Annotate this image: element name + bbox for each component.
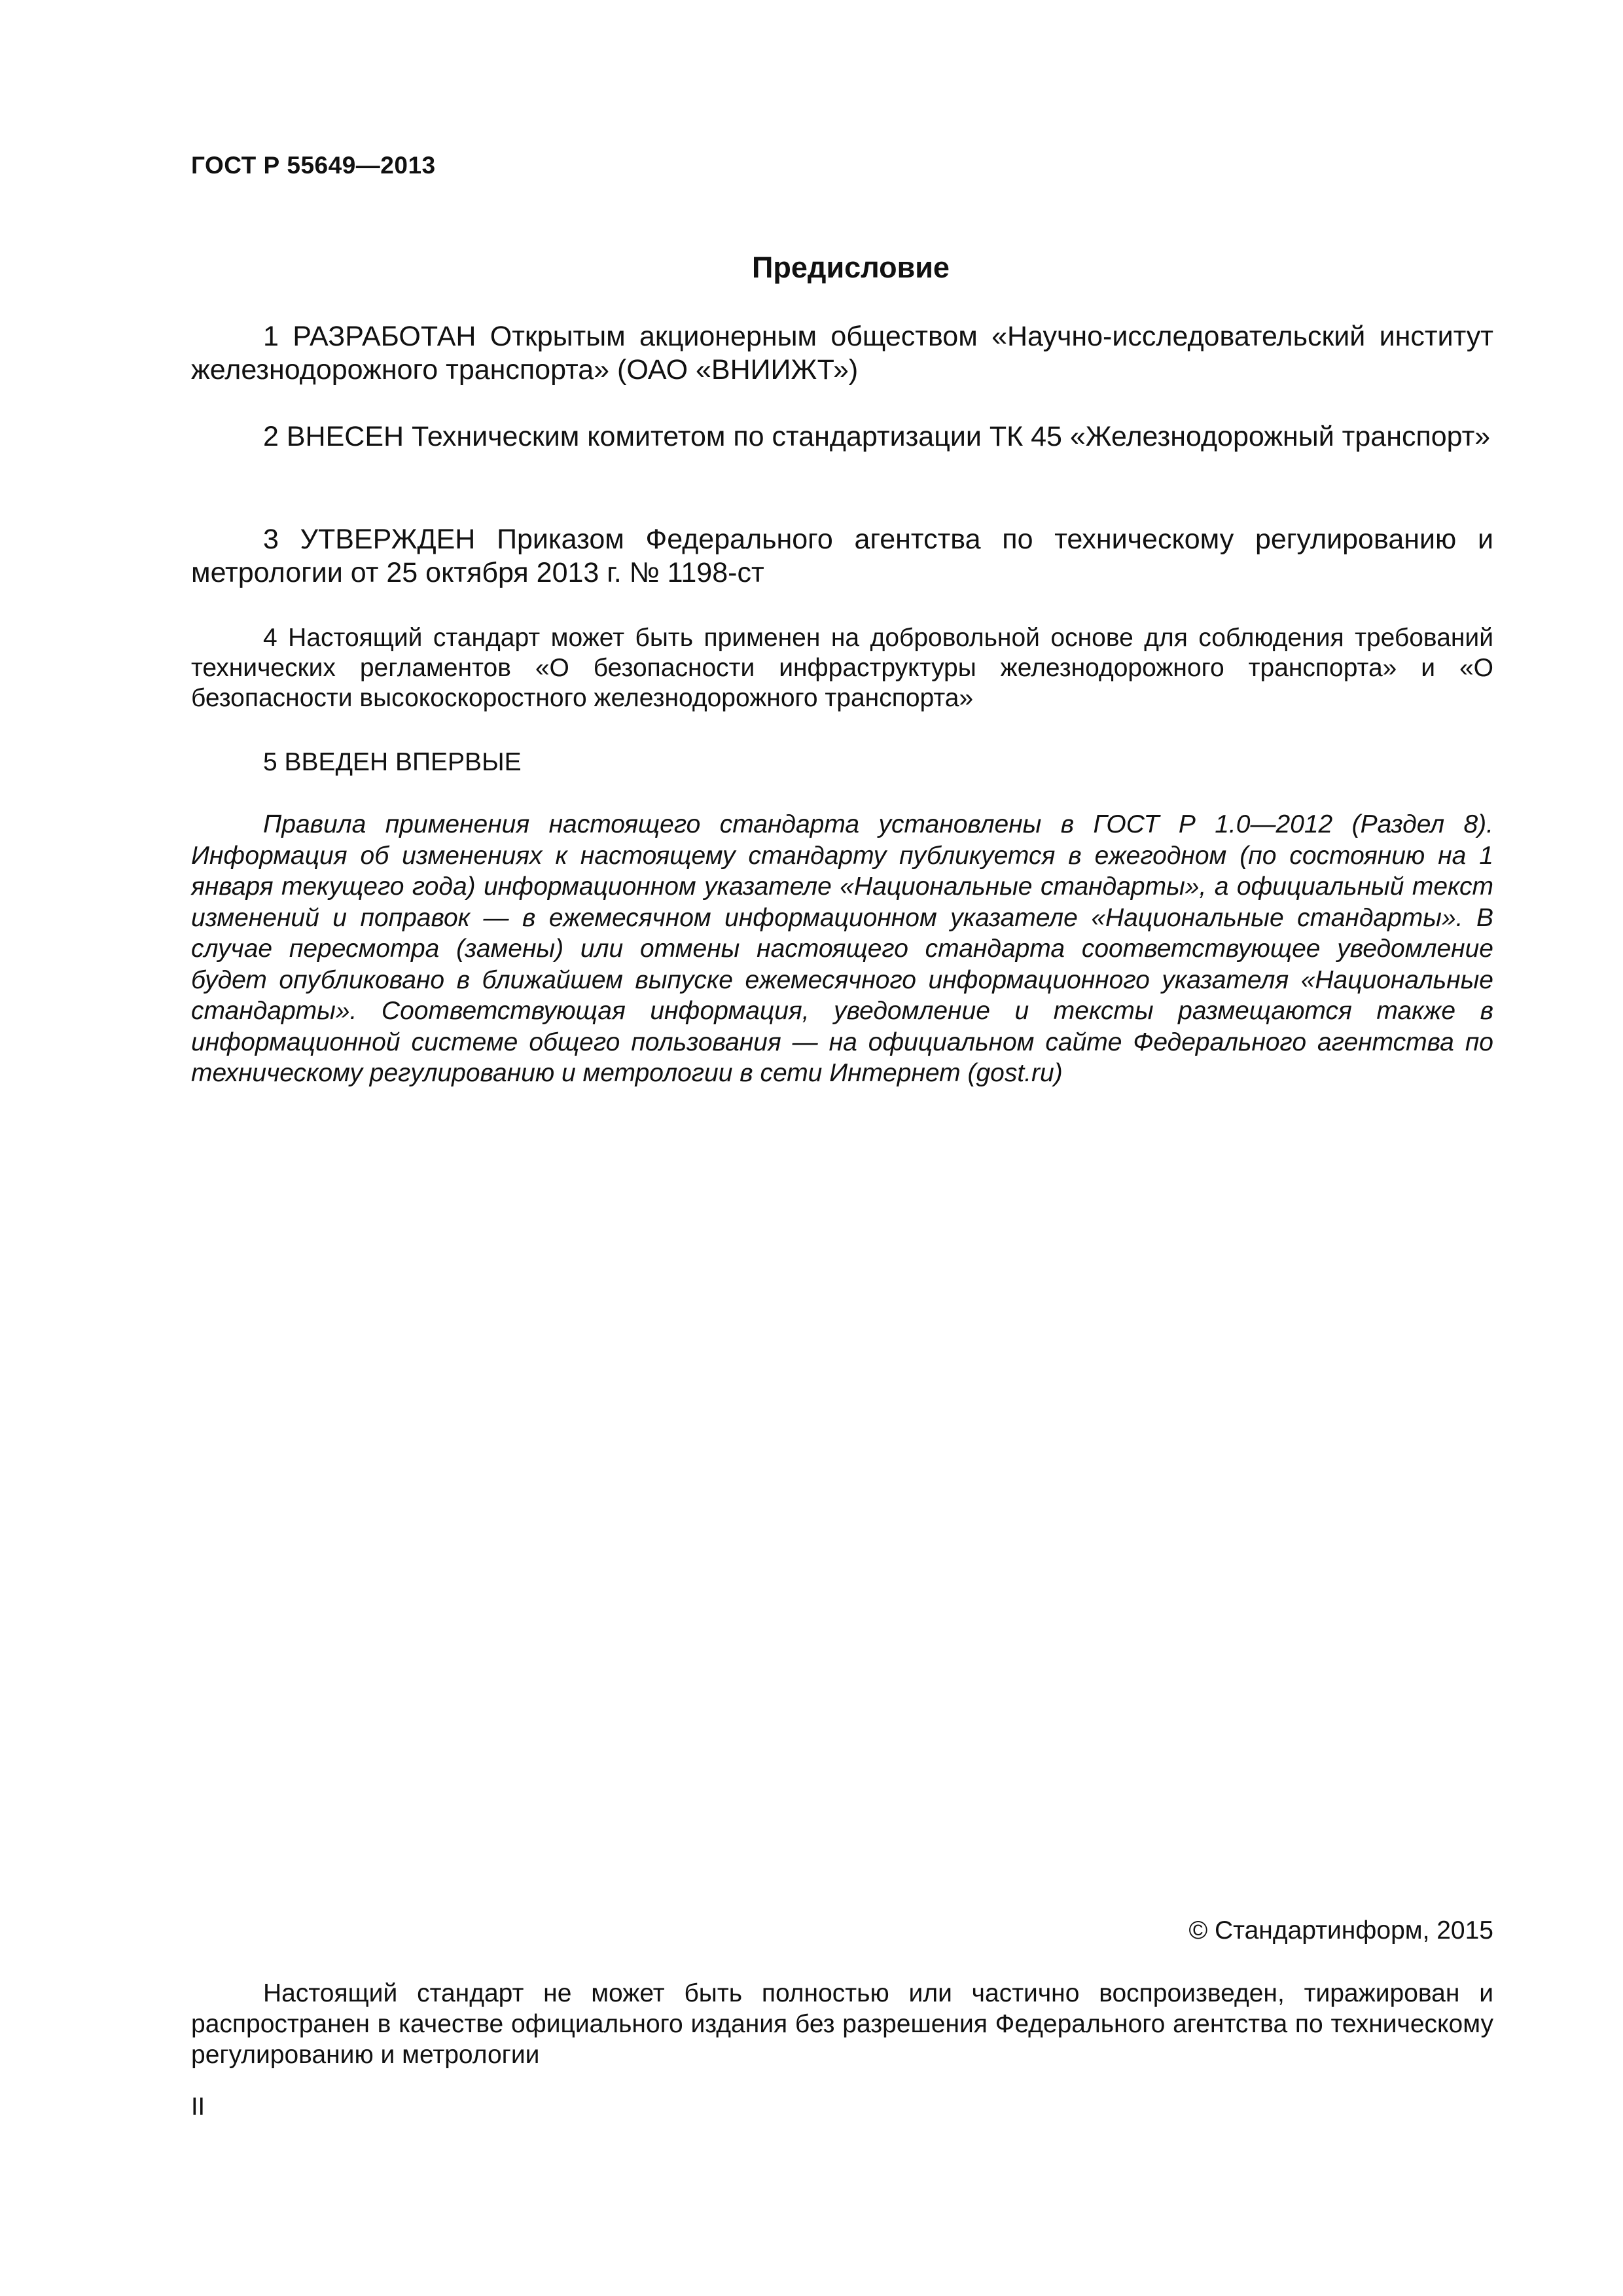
page-number: II [191, 2093, 205, 2121]
preface-item-application: 4 Настоящий стандарт может быть применен на добровольной основе для соблюдения требований технических регламентов «О безопасности инфраструктуры железнодорожного транспорта» и «О безопасности высокоскоростного железнодорожного транспорта» [191, 624, 1493, 712]
standard-code-header: ГОСТ Р 55649—2013 [191, 152, 436, 179]
preface-item-developed: 1 РАЗРАБОТАН Открытым акционерным обществом «Научно-исследовательский институт железнодорожного транспорта» (ОАО «ВНИИЖТ») [191, 321, 1493, 386]
rules-note: Правила применения настоящего стандарта установлены в ГОСТ Р 1.0—2012 (Раздел 8). Информация об изменениях к настоящему стандарту публикуется в ежегодном (по состоянию на 1 января текущего года) информационном указателе «Национальные стандарты», а официальный текст изменений и поправок — в ежемесячном информационном указателе «Национальные стандарты». В случае пересмотра (замены) или отмены настоящего стандарта соответствующее уведомление будет опубликовано в ближайшем выпуске ежемесячного информационного указателя «Национальные стандарты». Соответствующая информация, уведомление и тексты размещаются также в информационной системе общего пользования — на официальном сайте Федерального агентства по техническому регулированию и метрологии в сети Интернет (gost.ru) [191, 810, 1493, 1087]
reproduction-notice: Настоящий стандарт не может быть полностью или частично воспроизведен, тиражирован и распространен в качестве официального издания без разрешения Федерального агентства по техническому регулированию и метрологии [191, 1979, 1493, 2069]
copyright-notice: © Стандартинформ, 2015 [1188, 1916, 1493, 1945]
preface-item-approved: 3 УТВЕРЖДЕН Приказом Федерального агентства по техническому регулированию и метрологии от 25 октября 2013 г. № 1198-ст [191, 524, 1493, 588]
preface-item-introduced: 2 ВНЕСЕН Техническим комитетом по стандартизации ТК 45 «Железнодорожный транспорт» [263, 421, 1491, 452]
preface-item-first-introduced: 5 ВВЕДЕН ВПЕРВЫЕ [263, 748, 522, 776]
page-title: Предисловие [752, 251, 950, 284]
